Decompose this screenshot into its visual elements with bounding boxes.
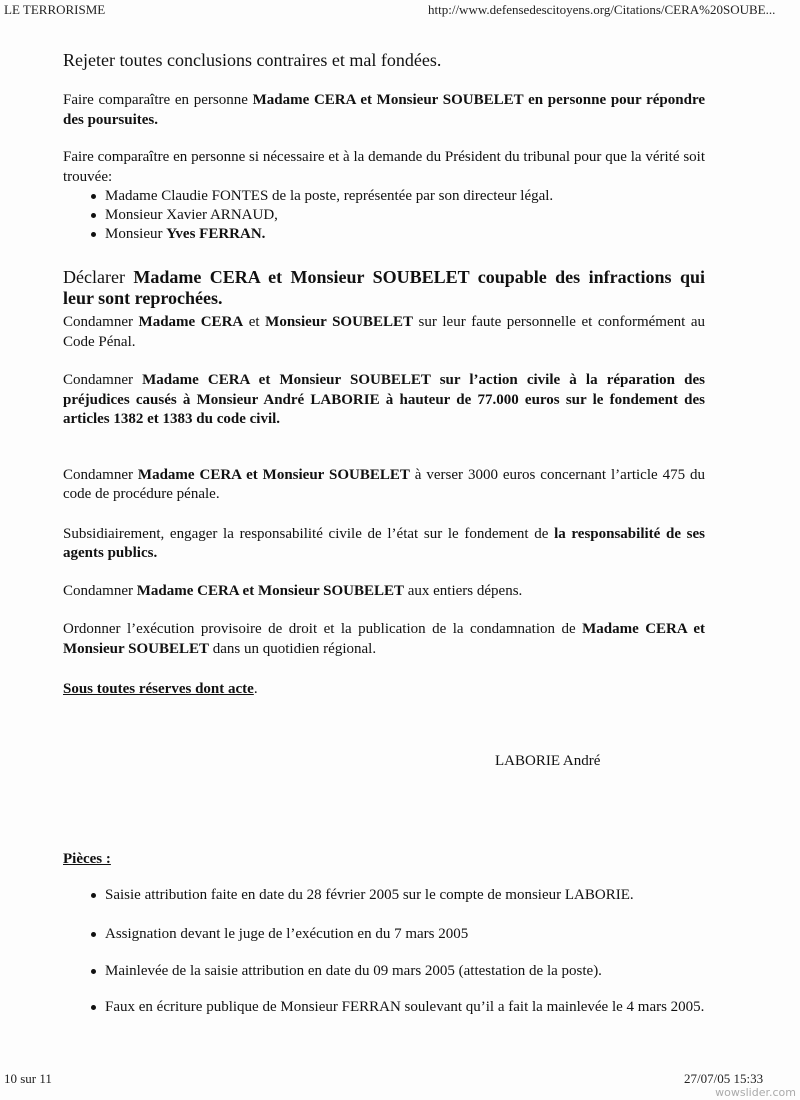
text-segment: Monsieur SOUBELET (265, 314, 413, 330)
paragraph (63, 267, 705, 309)
text-segment: Sous toutes réserves dont acte (63, 681, 254, 697)
text-segment: Madame CERA et Monsieur SOUBELET (137, 466, 410, 483)
paragraph (63, 680, 705, 700)
text-segment: dans un quotidien régional. (209, 640, 377, 657)
text-segment: Madame CERA et Monsieur SOUBELET en personne pour répondre des poursuites. (63, 92, 705, 128)
text-segment: Madame CERA et Monsieur SOUBELET (63, 621, 706, 657)
text-segment: à verser 3000 euros concernant l’article 475 du code de procédure pénale. (63, 466, 706, 502)
paragraph (63, 466, 705, 505)
text-segment: Rejeter toutes conclusions contraires et mal fondées. (63, 50, 442, 70)
text-segment: Madame Claudie FONTES de la poste, représentée par son directeur légal. (105, 188, 554, 204)
text-segment: Monsieur (105, 226, 167, 242)
piece-item: Saisie attribution faite en date du 28 février 2005 sur le compte de monsieur LABORIE. (63, 886, 634, 905)
text-segment: Yves FERRAN. (166, 226, 266, 242)
paragraph (63, 50, 705, 71)
text-segment: Condamner (63, 582, 137, 599)
text-segment: Monsieur Xavier ARNAUD, (105, 207, 278, 223)
text-segment: Faire comparaître en personne si nécessaire et à la demande du Président du tribunal pour que la vérité soit trouvée: (63, 149, 705, 185)
paragraph (63, 582, 705, 602)
text-segment: Ordonner l’exécution provisoire de droit et la publication de la condamnation de (63, 621, 583, 637)
text-segment: Condamner (63, 314, 139, 330)
text-segment: Condamner (63, 466, 138, 483)
text-segment: Madame CERA (138, 314, 244, 330)
text-segment: aux entiers dépens. (403, 582, 523, 599)
list-item (63, 206, 705, 225)
paragraph (63, 371, 705, 430)
list-item (63, 187, 705, 206)
header-title: LE TERRORISME (4, 2, 106, 17)
paragraph (63, 620, 705, 659)
paragraph (63, 148, 705, 244)
text-segment: la responsabilité de ses agents publics. (63, 525, 705, 561)
document-body (63, 50, 705, 700)
piece-item: Faux en écriture publique de Monsieur FERRAN soulevant qu’il a fait la mainlevée le 4 mars 2005. (63, 998, 704, 1017)
list-item (63, 225, 705, 244)
text-segment: Déclarer (63, 267, 134, 287)
text-segment: Madame CERA et Monsieur SOUBELET (136, 582, 404, 599)
text-segment: Condamner (63, 372, 143, 388)
paragraph (63, 525, 705, 564)
pieces-title: Pièces : (63, 851, 111, 867)
paragraph (63, 91, 705, 130)
text-segment: Subsidiairement, engager la responsabilité civile de l’état sur le fondement de (63, 525, 555, 542)
text-segment: Madame CERA et Monsieur SOUBELET sur l’action civile à la réparation des préjudices causés à Monsieur André LABORIE à hauteur de 77.000 euros sur le fondement des articles 1382 et 1383 du code civil. (63, 372, 705, 427)
text-segment: et (243, 314, 266, 330)
piece-item: Assignation devant le juge de l’exécution en du 7 mars 2005 (63, 925, 468, 944)
piece-item: Mainlevée de la saisie attribution en date du 09 mars 2005 (attestation de la poste). (63, 962, 602, 981)
signature: LABORIE André (495, 753, 601, 769)
witness-list (63, 187, 705, 244)
text-segment: Madame CERA et Monsieur SOUBELET coupable des infractions qui leur sont reprochées. (63, 267, 705, 308)
paragraph (63, 313, 705, 352)
print-datetime: 27/07/05 15:33 (684, 1071, 764, 1086)
watermark: wowslider.com (715, 1086, 796, 1099)
text-segment: Faire comparaître en personne (63, 92, 253, 108)
header-url: http://www.defensedescitoyens.org/Citations/CERA%20SOUBE... (428, 2, 776, 17)
page-number: 10 sur 11 (4, 1071, 52, 1086)
text-segment: . (253, 681, 258, 697)
text-segment: sur leur faute personnelle et conformément au Code Pénal. (63, 314, 705, 350)
